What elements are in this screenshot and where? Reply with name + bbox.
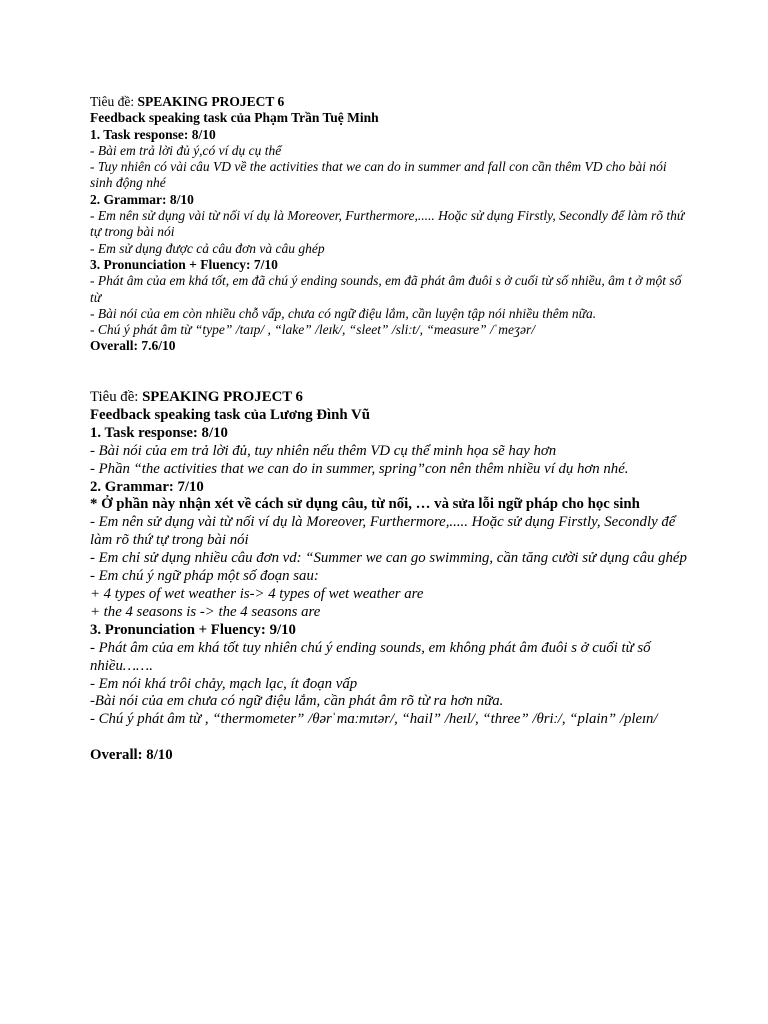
feedback-line: 1. Task response: 8/10	[90, 424, 228, 441]
feedback-line: 2. Grammar: 8/10	[90, 191, 194, 207]
feedback-line: - Em chú ý ngữ pháp một số đoạn sau:	[90, 568, 319, 585]
feedback-line: 3. Pronunciation + Fluency: 7/10	[90, 256, 278, 272]
feedback-line: - Phát âm của em khá tốt tuy nhiên chú ý ending sounds, em không phát âm đuôi s ở cuối từ số nhiều…….	[90, 639, 651, 674]
overall-score: Overall: 8/10	[90, 747, 173, 764]
title-prefix: Tiêu đề:	[90, 389, 143, 405]
feedback-line: - Phát âm của em khá tốt, em đã chú ý ending sounds, em đã phát âm đuôi s ở cuối từ số nhiều, âm t ở một số từ	[90, 273, 682, 305]
feedback-line: - Chú ý phát âm từ “type” /taɪp/ , “lake” /leɪk/, “sleet” /sliːt/, “measure” /ˈmeʒər/	[90, 322, 535, 338]
feedback-line: 1. Task response: 8/10	[90, 126, 216, 142]
title-line	[90, 389, 690, 407]
feedback-line: + 4 types of wet weather is-> 4 types of wet weather are	[90, 585, 424, 602]
project-title: SPEAKING PROJECT 6	[142, 389, 303, 405]
feedback-line: 2. Grammar: 7/10	[90, 478, 204, 495]
feedback-line: - Em sử dụng được cả câu đơn và câu ghép	[90, 240, 325, 256]
project-title: SPEAKING PROJECT 6	[137, 94, 285, 109]
feedback-line: - Em nên sử dụng vài từ nối ví dụ là Moreover, Furthermore,..... Hoặc sử dụng Firstly, Secondly để làm rõ thứ tự trong bài nói	[90, 208, 685, 240]
feedback-line: - Em nên sử dụng vài từ nối ví dụ là Moreover, Furthermore,..... Hoặc sử dụng Firstly, Secondly để làm rõ thứ tự trong bài nói	[90, 514, 676, 549]
feedback-line: + the 4 seasons is -> the 4 seasons are	[90, 603, 321, 620]
feedback-line: - Em nói khá trôi chảy, mạch lạc, ít đoạn vấp	[90, 675, 358, 692]
spacer	[90, 729, 690, 747]
feedback-heading: Feedback speaking task của Phạm Trần Tuệ Minh	[90, 110, 379, 126]
feedback-line: - Chú ý phát âm từ , “thermometer” /θərˈmɑːmɪtər/, “hail” /heɪl/, “three” /θriː/, “plain” /pleɪn/	[90, 711, 658, 728]
feedback-line: Overall: 7.6/10	[90, 338, 176, 354]
feedback-line: - Bài nói của em còn nhiều chỗ vấp, chưa có ngữ điệu lắm, cần luyện tập nói nhiều thêm nữa.	[90, 305, 597, 321]
feedback-line: -Bài nói của em chưa có ngữ điệu lắm, cần phát âm rõ từ ra hơn nữa.	[90, 693, 504, 710]
feedback-line: 3. Pronunciation + Fluency: 9/10	[90, 621, 296, 638]
feedback-line: - Em chỉ sử dụng nhiều câu đơn vd: “Summer we can go swimming, cần tăng cười sử dụng câu ghép	[90, 550, 687, 567]
feedback-section-1	[90, 94, 690, 355]
feedback-line: - Bài em trả lời đủ ý,có ví dụ cụ thể	[90, 142, 282, 158]
feedback-heading: Feedback speaking task của Lương Đình Vũ	[90, 406, 370, 423]
feedback-line: - Bài nói của em trả lời đủ, tuy nhiên nếu thêm VD cụ thể minh họa sẽ hay hơn	[90, 442, 557, 459]
feedback-line: - Phần “the activities that we can do in summer, spring”con nên thêm nhiều ví dụ hơn nhé.	[90, 460, 629, 477]
feedback-line: - Tuy nhiên có vài câu VD về the activities that we can do in summer and fall con cần thêm VD cho bài nói sinh động nhé	[90, 159, 667, 191]
feedback-line: * Ở phần này nhận xét về cách sử dụng câu, từ nối, … và sửa lỗi ngữ pháp cho học sinh	[90, 496, 640, 513]
title-line	[90, 94, 690, 110]
title-prefix: Tiêu đề:	[90, 94, 138, 109]
feedback-section-2	[90, 389, 690, 765]
